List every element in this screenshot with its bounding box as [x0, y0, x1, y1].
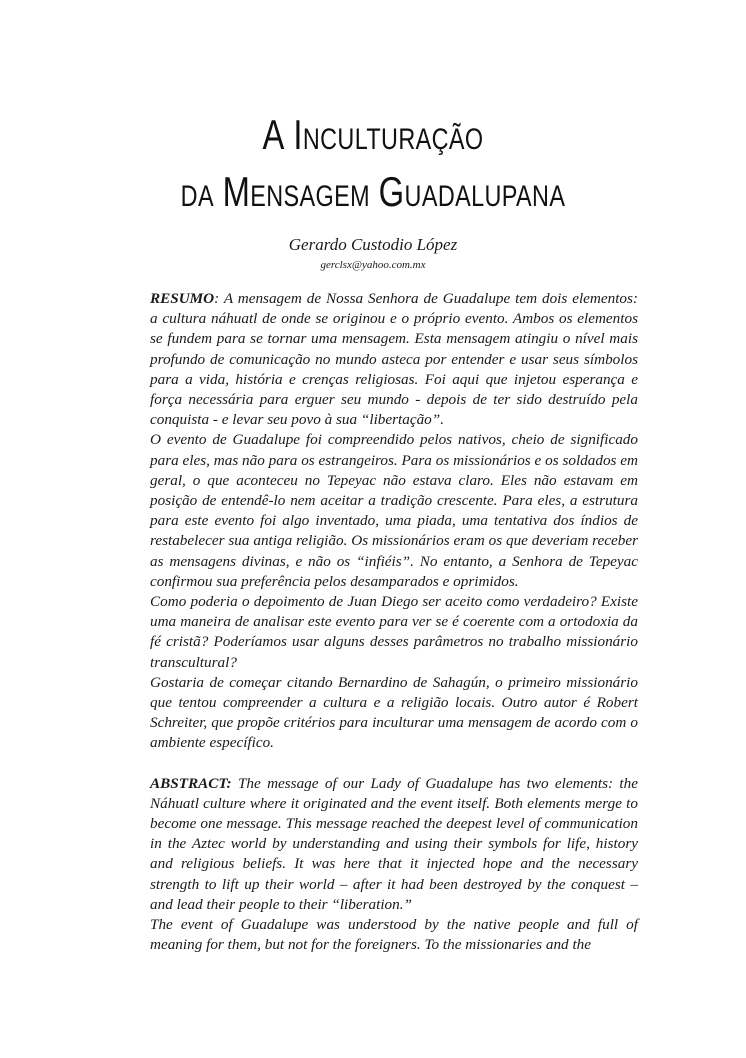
- resumo-paragraph-2: O evento de Guadalupe foi compreendido pelos nativos, cheio de significado para eles, mas não para os estrangeiros. Para os missionários e os soldados em geral, o que aconteceu no Tepeyac não estava claro. Eles não estavam em posição de entendê-lo nem aceitar a tradição crescente. Para eles, a estrutura para este evento foi algo inventado, uma piada, uma tentativa dos índios de restabelecer sua antiga religião. Os missionários eram os que deveriam receber as mensagens divinas, e não os “infiéis”. No entanto, a Senhora de Tepeyac confirmou sua preferência pelos desamparados e oprimidos.: [150, 431, 638, 590]
- resumo-paragraph-3: Como poderia o depoimento de Juan Diego ser aceito como verdadeiro? Existe uma maneira de analisar este evento para ver se é coerente com a ortodoxia da fé cristã? Poderíamos usar alguns desses parâmetros no trabalho missionário transcultural?: [150, 593, 638, 671]
- resumo-label: RESUMO: [150, 290, 215, 307]
- abstract-paragraph-2: The event of Guadalupe was understood by the native people and full of meaning for them, but not for the foreigners. To the missionaries and the: [150, 916, 638, 954]
- title-line-2: [82, 169, 664, 220]
- resumo-paragraph-4: Gostaria de começar citando Bernardino de Sahagún, o primeiro missionário que tentou compreender a cultura e a religião locais. Outro autor é Robert Schreiter, que propõe critérios para inculturar uma mensagem de acordo com o ambiente específico.: [150, 673, 638, 752]
- article-title: [0, 112, 746, 220]
- title-initial-m: M: [222, 168, 251, 215]
- title-word-inculturacao: NCULTURAÇÃO: [302, 123, 484, 156]
- title-word-da: DA: [180, 180, 214, 213]
- abstract-text-1: The message of our Lady of Guadalupe has two elements: the Náhuatl culture where it originated and the event itself. Both elements merge to become one message. This message reached the deepest level of communication in the Aztec world by understanding and using their symbols for life, history and religious beliefs. It was here that it injected hope and the necessary strength to lift up their world – after it had been destroyed by the conquest – and lead their people to their “liberation.”: [150, 774, 638, 913]
- title-line-1: [82, 112, 664, 163]
- author-email: gerclsx@yahoo.com.mx: [320, 259, 426, 271]
- resumo-text-1: : A mensagem de Nossa Senhora de Guadalupe tem dois elementos: a cultura náhuatl de onde se originou e o próprio evento. Ambos os elementos se fundem para se tornar uma mensagem. Esta mensagem atingiu o nível mais profundo de comunicação no mundo asteca por entender e usar seus símbolos para a vida, história e crenças religiosas. Foi aqui que injetou esperança e força necessária para erguer seu mundo - depois de ter sido destruído pela conquista - e levar seu povo à sua “libertação”.: [150, 290, 638, 429]
- article-body: [150, 289, 638, 956]
- title-initial-g: G: [378, 168, 405, 215]
- title-initial-a: A: [262, 111, 285, 158]
- section-spacer: [150, 754, 638, 774]
- title-word-mensagem: ENSAGEM: [250, 180, 371, 213]
- title-word-guadalupana: UADALUPANA: [404, 180, 566, 213]
- title-initial-i: I: [293, 111, 303, 158]
- resumo-paragraph-1: [150, 289, 638, 430]
- abstract-paragraph-1: [150, 774, 638, 915]
- author-name: Gerardo Custodio López: [288, 235, 458, 254]
- abstract-label: ABSTRACT:: [150, 774, 232, 792]
